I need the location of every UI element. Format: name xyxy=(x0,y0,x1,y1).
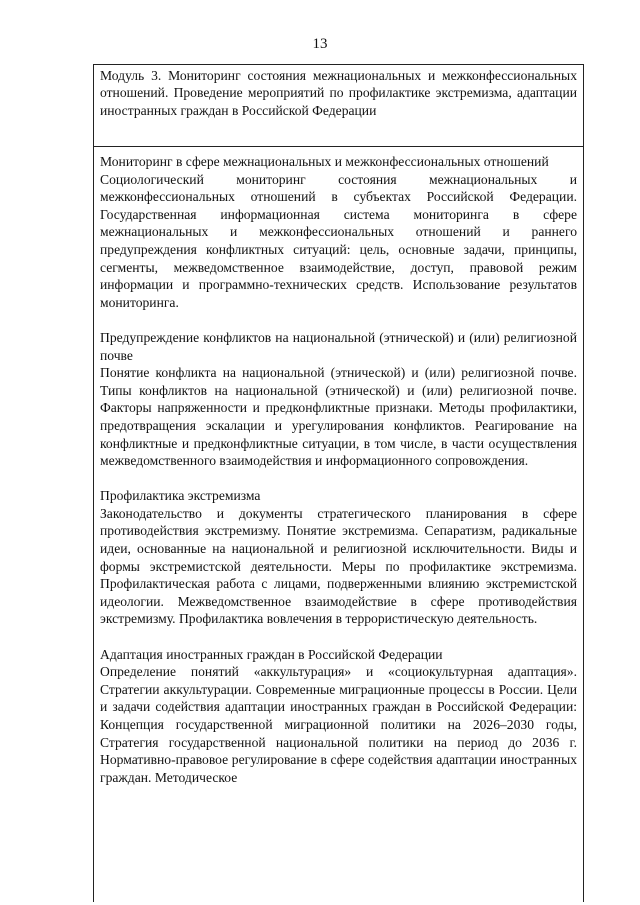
section-body: Социологический мониторинг состояния межнациональных и межконфессиональных отношений в субъектах Российской Федерации. Государственная информационная система мониторинга в сфере межнациональных и межконфессиональных отношений и раннего предупреждения конфликтных ситуаций: цель, основные задачи, принципы, сегменты, межведомственное взаимодействие, доступ, правовой режим информации и программно-технических средств. Использование результатов мониторинга. xyxy=(100,171,577,310)
section-heading: Адаптация иностранных граждан в Российской Федерации xyxy=(100,646,443,662)
section-heading: Профилактика экстремизма xyxy=(100,488,261,504)
section-body: Законодательство и документы стратегического планирования в сфере противодействия экстремизму. Понятие экстремизма. Сепаратизм, радикальные идеи, основанные на национальной и религиозной исключительности. Виды и формы экстремистской деятельности. Меры по профилактике экстремизма. Профилактическая работа с лицами, подверженными влиянию экстремистской идеологии. Межведомственное взаимодействие в сфере противодействия экстремизму. Профилактика вовлечения в террористическую деятельность. xyxy=(100,505,577,627)
page-number: 13 xyxy=(312,36,328,52)
section-body: Определение понятий «аккультурация» и «социокультурная адаптация». Стратегии аккультурации. Современные миграционные процессы в России. Цели и задачи содействия адаптации иностранных граждан в Российской Федерации: Концепция государственной миграционной политики на 2026–2030 годы, Стратегия государственной национальной политики на период до 2036 г. Нормативно-правовое регулирование в сфере содействия адаптации иностранных граждан. Методическое xyxy=(100,664,577,785)
module-header-cell xyxy=(94,65,583,147)
module-content-cell xyxy=(94,147,583,810)
section-conflict-prevention xyxy=(100,329,577,470)
section-extremism-prevention xyxy=(100,487,577,628)
section-body: Понятие конфликта на национальной (этнической) и (или) религиозной почве. Типы конфликтов на национальной (этнической) и (или) религиозной почве. Факторы напряженности и предконфликтные признаки. Методы профилактики, предотвращения эскалации и урегулирования конфликтов. Реагирование на конфликтные и предконфликтные ситуации, в том числе, в части осуществления межведомственного взаимодействия и информационного сопровождения. xyxy=(100,365,577,469)
section-monitoring xyxy=(100,153,577,311)
curriculum-table xyxy=(93,64,584,902)
section-migrant-adaptation xyxy=(100,646,577,787)
section-heading: Мониторинг в сфере межнациональных и межконфессиональных отношений xyxy=(100,154,549,169)
module-title: Модуль 3. Мониторинг состояния межнациональных и межконфессиональных отношений. Проведение мероприятий по профилактике экстремизма, адаптации иностранных граждан в Российской Федерации xyxy=(100,68,577,118)
section-heading: Предупреждение конфликтов на национальной (этнической) и (или) религиозной почве xyxy=(100,329,577,363)
